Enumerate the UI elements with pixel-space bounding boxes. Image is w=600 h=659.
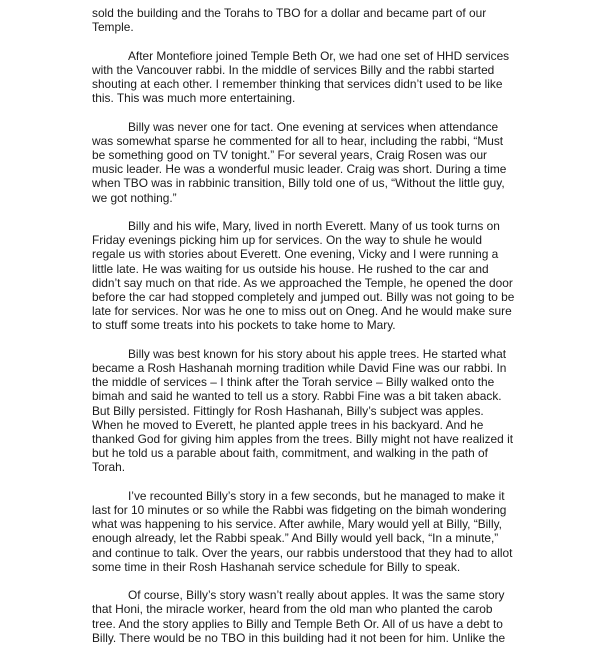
paragraph-6: I’ve recounted Billy’s story in a few seconds, but he managed to make it last for 10 minutes or so while the Rabbi was fidgeting on the bimah wondering what was happening to his service. After awhile, Mary would yell at Billy, “Billy, enough already, let the Rabbi speak.” And Billy would yell back, “In a minute,” and continue to talk. Over the years, our rabbis understood that they had to allot some time in their Rosh Hashanah service schedule for Billy to speak. — [92, 488, 513, 574]
paragraph-1: sold the building and the Torahs to TBO for a dollar and became part of our Temple. — [92, 6, 487, 35]
paragraph-7: Of course, Billy’s story wasn’t really about apples. It was the same story that Honi, the miracle worker, heard from the old man who planted the carob tree. And the story applies to Billy and Temple Beth Or. All of us have a debt to Billy. There would be no TBO in this building had it not been for him. Unlike the — [92, 588, 506, 645]
paragraph-4: Billy and his wife, Mary, lived in north Everett. Many of us took turns on Friday evenings picking him up for services. On the way to shule he would regale us with stories about Everett. One evening, Vicky and I were running a little late. He was waiting for us outside his house. He rushed to the car and didn’t say much on that ride. As we approached the Temple, he opened the door before the car had stopped completely and jumped out. Billy was not going to be late for services. Nor was he one to miss out on Oneg. And he would make sure to stuff some treats into his pockets to take home to Mary. — [92, 219, 515, 333]
paragraph-2: After Montefiore joined Temple Beth Or, we had one set of HHD services with the Vancouver rabbi. In the middle of services Billy and the rabbi started shouting at each other. I remember thinking that services didn’t used to be like this. This was much more entertaining. — [92, 48, 510, 106]
document-body — [92, 6, 516, 659]
paragraph-3: Billy was never one for tact. One evening at services when attendance was somewhat sparse he commented for all to hear, including the rabbi, “Must be something good on TV tonight.” For several years, Craig Rosen was our music leader. He was a wonderful music leader. Craig was short. During a time when TBO was in rabbinic transition, Billy told one of us, “Without the little guy, we got nothing.” — [92, 119, 507, 205]
paragraph-5: Billy was best known for his story about his apple trees. He started what became a Rosh Hashanah morning tradition while David Fine was our rabbi. In the middle of services – I think after the Torah service – Billy walked onto the bimah and said he wanted to tell us a story. Rabbi Fine was a bit taken aback. But Billy persisted. Fittingly for Rosh Hashanah, Billy’s subject was apples. When he moved to Everett, he planted apple trees in his backyard. And he thanked God for giving him apples from the trees. Billy might not have realized it but he told us a parable about faith, commitment, and walking in the path of Torah. — [92, 346, 514, 475]
